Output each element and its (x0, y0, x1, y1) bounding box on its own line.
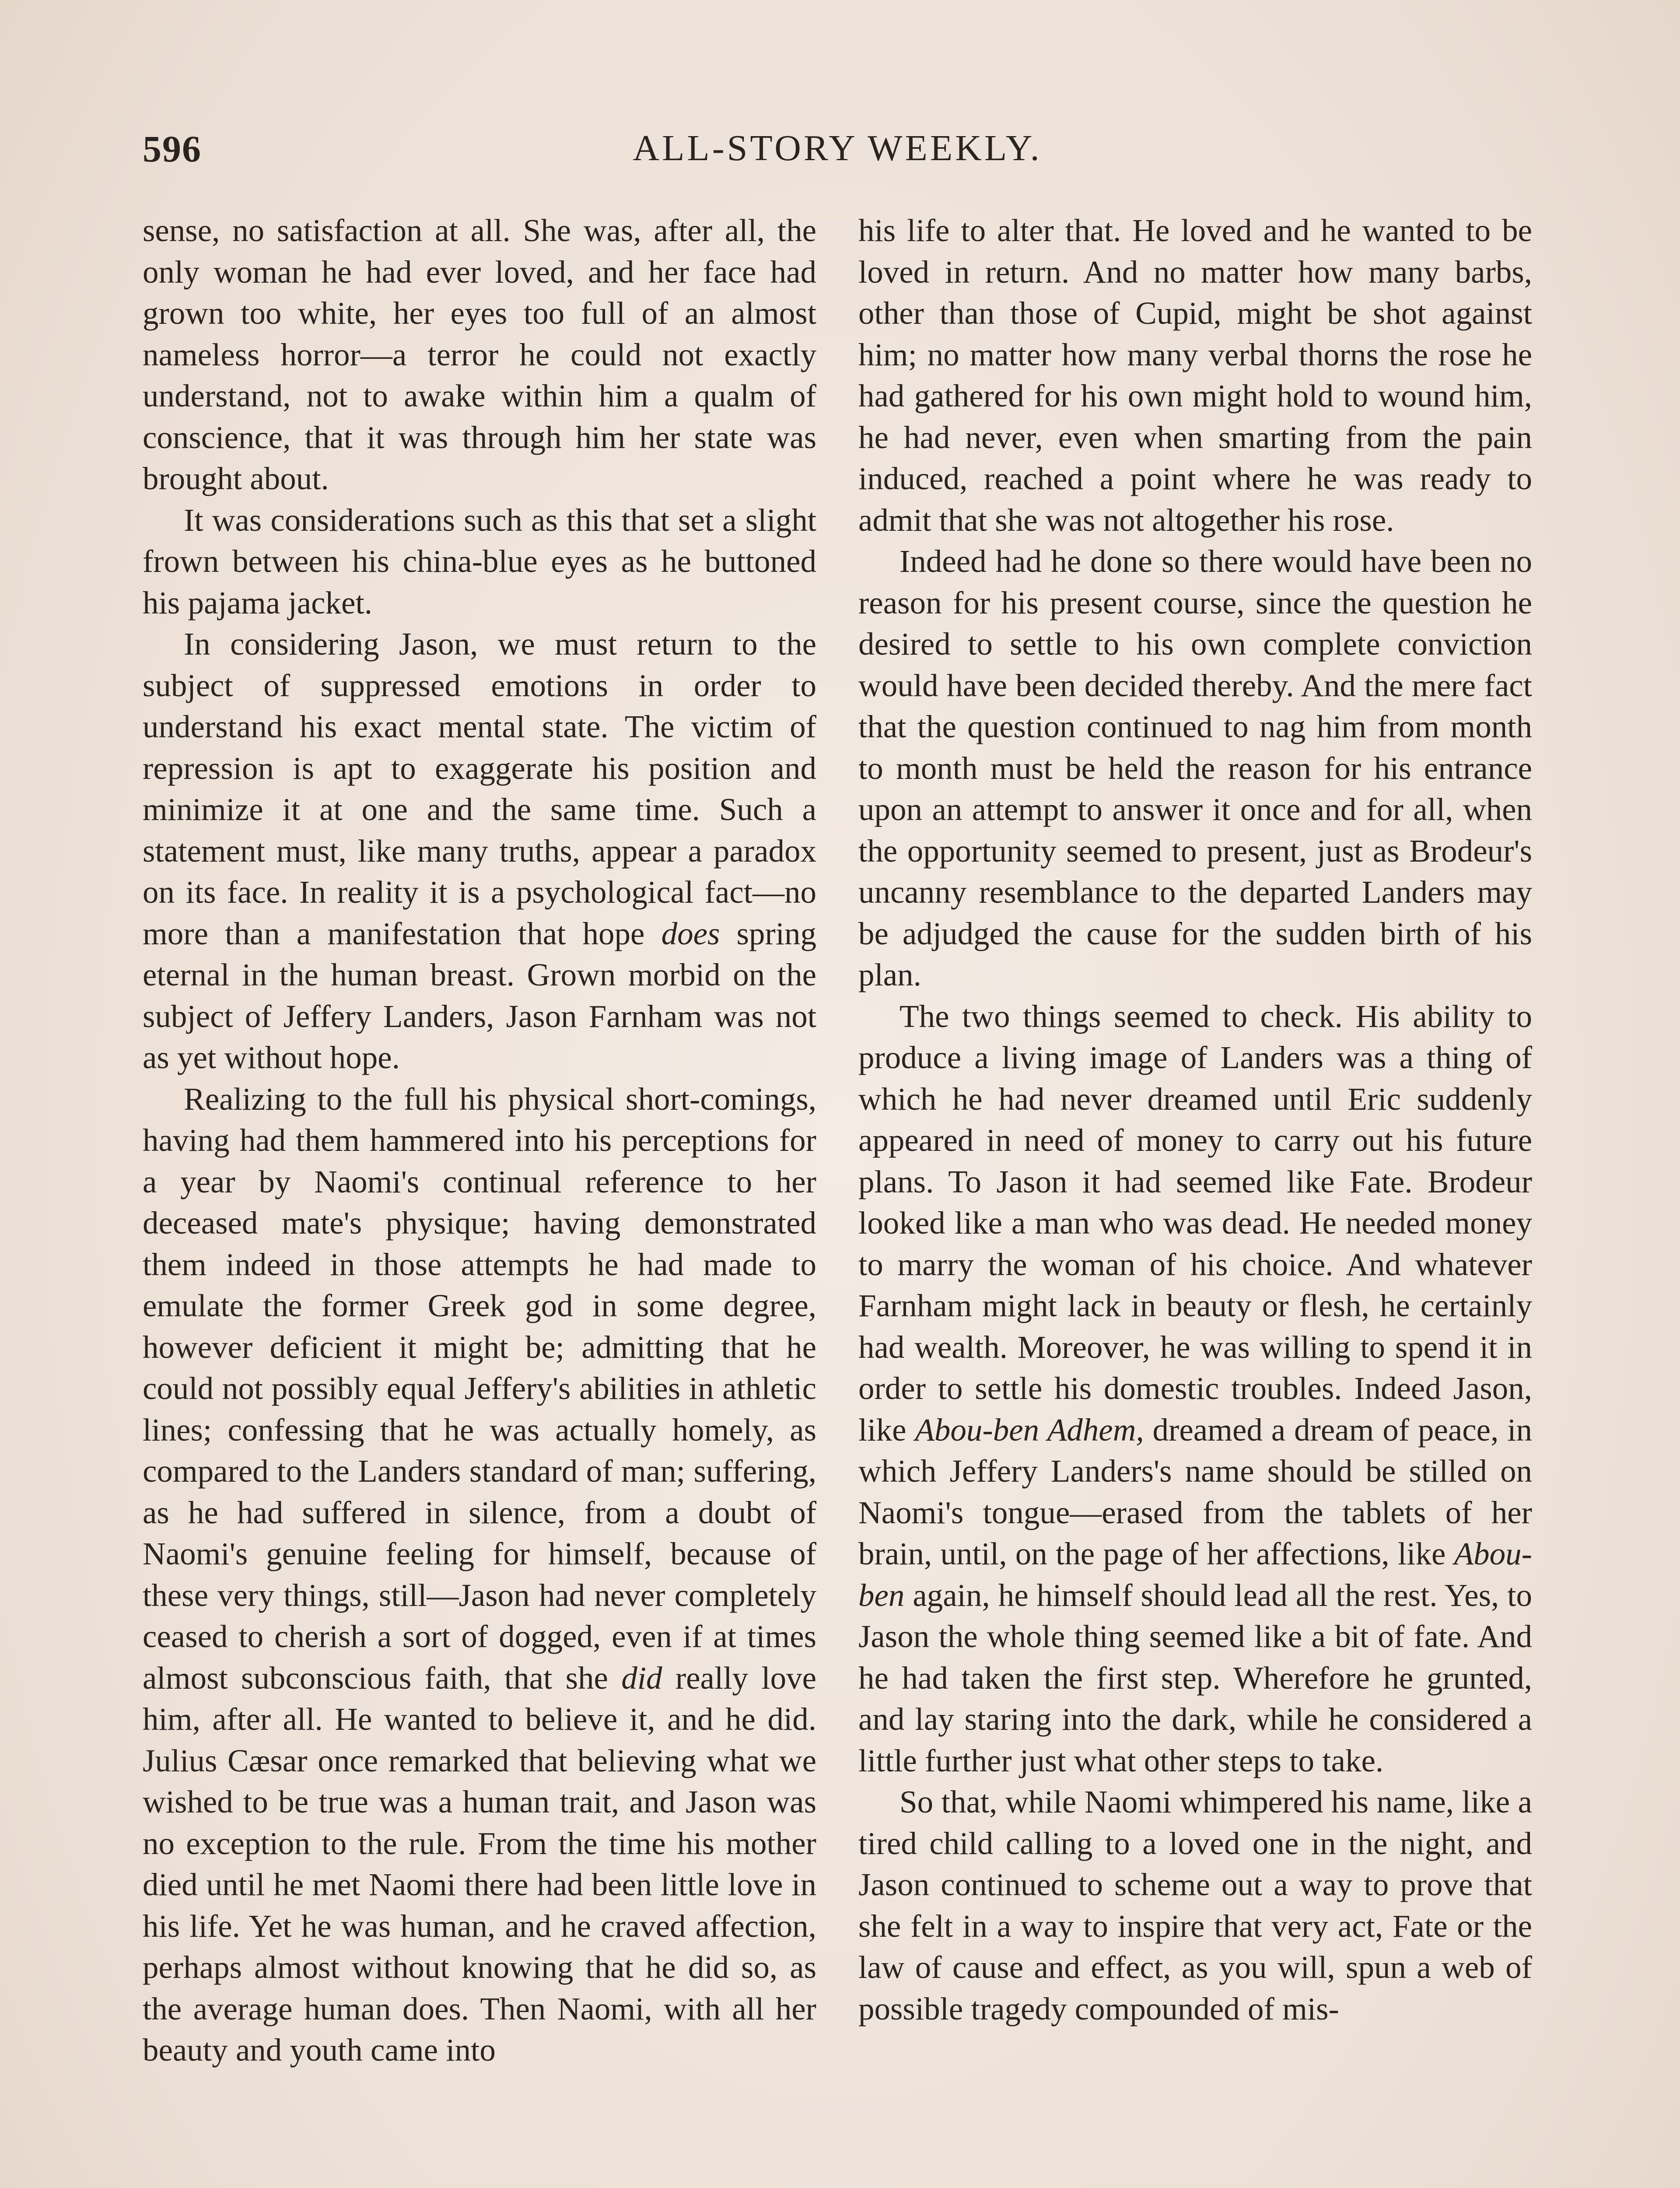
paragraph: his life to alter that. He loved and he wanted to be loved in return. And no matter how many barbs, other than those of Cupid, might be shot against him; no matter how many verbal thorns the rose he had gathered for his own might hold to wound him, he had never, even when smarting from the pain induced, reached a point where he was ready to admit that she was not altogether his rose. (858, 213, 1532, 538)
paragraph: So that, while Naomi whimpered his name, like a tired child calling to a loved one in the night, and Jason continued to scheme out a way to prove that she felt in a way to inspire that very act, Fate or the law of cause and effect, as you will, spun a web of possible tragedy compounded of mis- (858, 1784, 1532, 2027)
italic-word: did (621, 1660, 662, 1696)
italic-name: Abou-ben (858, 1536, 1532, 1613)
text-run: spring eternal in the human breast. Grown morbid on the subject of Jeffery Landers, Jason Farnham was not as yet without hope. (143, 915, 816, 1075)
page-number: 596 (143, 128, 202, 170)
text-run: The two things seemed to check. His ability to produce a living image of Landers was a thing of which he had never dreamed until Eric suddenly appeared in need of money to carry out his future plans. To Jason it had seemed like Fate. Brodeur looked like a man who was dead. He needed money to marry the woman of his choice. And whatever Farnham might lack in beauty or flesh, he certainly had wealth. Moreover, he was willing to spend it in order to settle his domestic troubles. Indeed Jason, like (858, 998, 1532, 1448)
paragraph: sense, no satisfaction at all. She was, after all, the only woman he had ever loved, and her face had grown too white, her eyes too full of an almost nameless horror—a terror he could not exactly understand, not to awake within him a qualm of conscience, that it was through him her state was brought about. (143, 213, 816, 496)
paragraph: It was considerations such as this that set a slight frown between his china-blue eyes as he buttoned his pajama jacket. (143, 502, 816, 621)
italic-name: Abou-ben Adhem, (915, 1412, 1144, 1448)
page-header (143, 127, 1532, 179)
right-column (858, 210, 1532, 2188)
paragraph (143, 1079, 816, 2071)
text-columns (143, 210, 1532, 2188)
text-run: again, he himself should lead all the rest. Yes, to Jason the whole thing seemed like a bit of fate. And he had taken the first step. Wherefore he grunted, and lay staring into the dark, while he considered a little further just what other steps to take. (858, 1577, 1532, 1778)
text-run: dreamed a dream of peace, in which Jeffery Landers's name should be stilled on Naomi's tongue—erased from the tablets of her brain, until, on the page of her affections, like (858, 1412, 1532, 1571)
paragraph (143, 624, 816, 1079)
text-run: really love him, after all. He wanted to believe it, and he did. Julius Cæsar once remarked that believing what we wished to be true was a human trait, and Jason was no exception to the rule. From the time his mother died until he met Naomi there had been little love in his life. Yet he was human, and he craved affection, perhaps almost without knowing that he did so, as the average human does. Then Naomi, with all her beauty and youth came into (143, 1660, 816, 2068)
running-title: ALL-STORY WEEKLY. (633, 128, 1042, 168)
paragraph: Indeed had he done so there would have been no reason for his present course, since the question he desired to settle to his own complete conviction would have been decided thereby. And the mere fact that the question continued to nag him from month to month must be held the reason for his entrance upon an attempt to answer it once and for all, when the opportunity seemed to present, just as Brodeur's uncanny resemblance to the departed Landers may be adjudged the cause for the sudden birth of his plan. (858, 543, 1532, 992)
left-column (143, 210, 816, 2188)
paragraph (858, 996, 1532, 1782)
italic-word: does (661, 915, 720, 951)
text-run: Realizing to the full his physical short-comings, having had them hammered into his perceptions for a year by Naomi's continual reference to her deceased mate's physique; having demonstrated them indeed in those attempts he had made to emulate the former Greek god in some degree, however deficient it might be; admitting that he could not possibly equal Jeffery's abilities in athletic lines; confessing that he was actually homely, as compared to the Landers standard of man; suffering, as he had suffered in silence, from a doubt of Naomi's genuine feeling for himself, because of these very things, still—Jason had never completely ceased to cherish a sort of dogged, even if at times almost subconscious faith, that she (143, 1081, 816, 1696)
text-run: In considering Jason, we must return to the subject of suppressed emotions in order to understand his exact mental state. The victim of repression is apt to exaggerate his position and minimize it at one and the same time. Such a statement must, like many truths, appear a paradox on its face. In reality it is a psychological fact—no more than a manifestation that hope (143, 626, 816, 951)
